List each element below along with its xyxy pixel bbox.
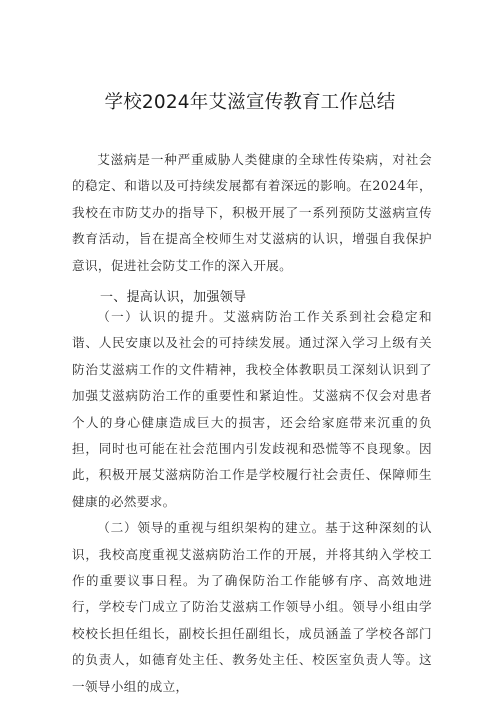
document-title: 学校2024年艾滋宣传教育工作总结: [104, 92, 396, 113]
intro-paragraph: 艾滋病是一种严重威胁人类健康的全球性传染病，对社会的稳定、和谐以及可持续发展都有着深远的影响。在2024年，我校在市防艾办的指导下，积极开展了一系列预防艾滋病宣传教育活动，旨在提高全校师生对艾滋病的认识，增强自我保护意识，促进社会防艾工作的深入开展。: [72, 152, 432, 273]
section-heading: 一、提高认识，加强领导: [100, 290, 247, 305]
paragraph-leadership: （二）领导的重视与组织架构的建立。基于这种深刻的认识，我校高度重视艾滋病防治工作的开展，并将其纳入学校工作的重要议事日程。为了确保防治工作能够有序、高效地进行，学校专门成立了防治艾滋病工作领导小组。领导小组由学校校长担任组长，副校长担任副组长，成员涵盖了学校各部门的负责人，如德育处主任、教务处主任、校医室负责人等。这一领导小组的成立，: [72, 520, 432, 694]
section-body: [72, 304, 432, 700]
paragraph-awareness: （一）认识的提升。艾滋病防治工作关系到社会稳定和谐、人民安康以及社会的可持续发展。通过深入学习上级有关防治艾滋病工作的文件精神，我校全体教职员工深刻认识到了加强艾滋病防治工作的重要性和紧迫性。艾滋病不仅会对患者个人的身心健康造成巨大的损害，还会给家庭带来沉重的负担，同时也可能在社会范围内引发歧视和恐慌等不良现象。因此，积极开展艾滋病防治工作是学校履行社会责任、保障师生健康的必然要求。: [72, 309, 432, 509]
intro-block: [72, 147, 432, 279]
